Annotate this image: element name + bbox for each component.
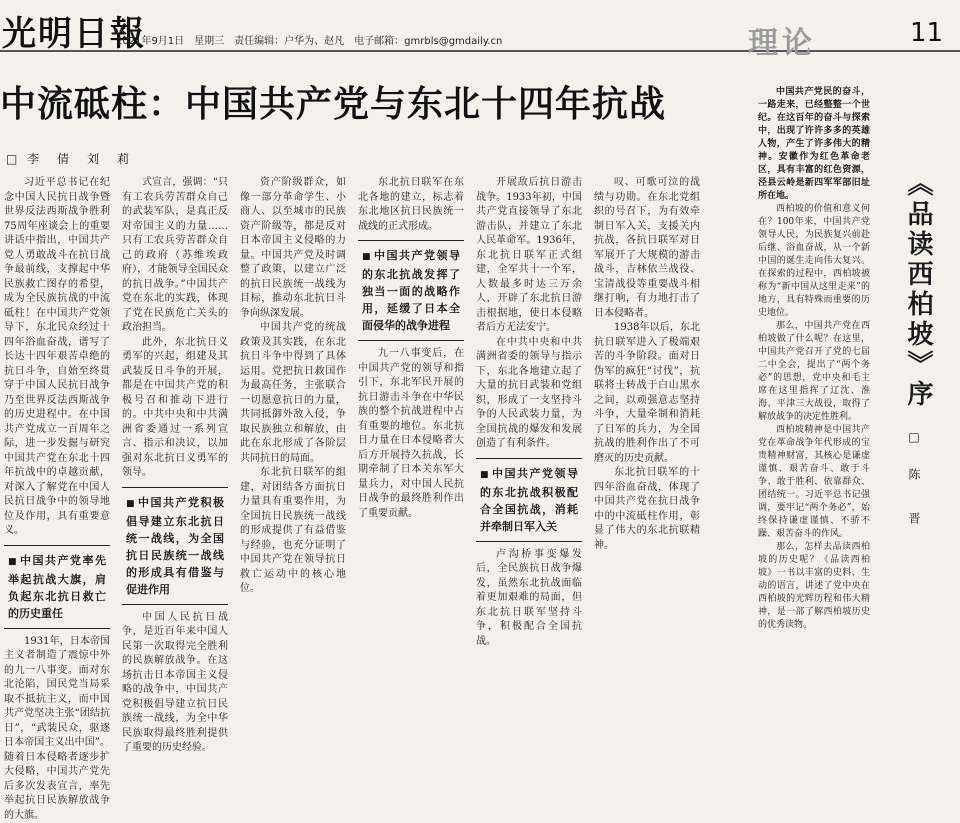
section-subheading (476, 458, 582, 542)
side-article-body (758, 86, 870, 720)
section-subheading-text: 中国共产党领导的东北抗战发挥了独当一面的战略作用，延缓了日本全面侵华的战争进程 (362, 249, 460, 332)
side-article-paragraphs (758, 203, 870, 632)
paragraph: 1938年以后，东北抗日联军进入了极端艰苦的斗争阶段。面对日伪军的疯狂“讨伐”，抗联将士转战于白山黑水之间，以顽强意志坚持斗争，大量牵制和消耗了日军的兵力，为全国抗战的胜利作出了不可磨灭的历史贡献。 (594, 321, 700, 466)
paragraph: 此外，东北抗日义勇军的兴起，组建及其武装反日斗争的开展，都是在中国共产党的积极号召和推动下进行的。中共中央和中共满洲省委通过一系列宣言、指示和决议，以加强对东北抗日义勇军的领导。 (122, 336, 228, 481)
paragraph: 九一八事变后，在中国共产党的领导和指引下，东北军民开展的抗日游击斗争在中华民族的整个抗战进程中占有重要的地位。东北抗日力量在日本侵略者大后方开展持久抗战，长期牵制了日本关东军大量兵力，对中国人民抗日战争的最终胜利作出了重要贡献。 (358, 347, 464, 521)
article-title: 中流砥柱：中国共产党与东北十四年抗战 (0, 76, 666, 127)
section-subheading (4, 545, 110, 629)
square-bullet-icon: ■ (8, 557, 18, 567)
article-column (594, 176, 700, 720)
paragraph: 东北抗日联军在东北各地的建立，标志着东北地区抗日民族统一战线的正式形成。 (358, 176, 464, 234)
paragraph: 资产阶级群众，如像一部分革命学生、小商人、以至城市的民族资产阶级等，都是反对日本帝国主义侵略的力量。中国共产党及时调整了政策，以建立广泛的抗日民族统一战线为目标，推动东北抗日斗争向纵深发展。 (240, 176, 346, 321)
paragraph: 1931年，日本帝国主义者制造了震惊中外的九一八事变。面对东北沦陷，国民党当局采取不抵抗主义，而中国共产党坚决主张“团结抗日”，“武装民众，驱逐日本帝国主义出中国”。随着日本侵略者逐步扩大侵略，中国共产党先后多次发表宣言，率先举起抗日民族解放战争的大旗。 (4, 635, 110, 823)
article-column (122, 176, 228, 720)
article-byline: □ 李 倩 刘 莉 (6, 150, 132, 167)
side-paragraph: 那么，怎样去品读西柏坡的历史呢？《品读西柏坡》一书以丰富的史料、生动的语言，讲述了党中央在西柏坡的光辉历程和伟大精神，是一部了解西柏坡历史的优秀读物。 (758, 541, 870, 632)
paragraph: 中国共产党的统战政策及其实践，在东北抗日斗争中得到了具体运用。党把抗日救国作为最高任务，主张联合一切愿意抗日的力量，共同抵御外敌入侵，争取民族独立和解放，由此在东北形成了各阶层共同抗日的局面。 (240, 321, 346, 466)
side-paragraph: 西柏坡精神是中国共产党在革命战争年代形成的宝贵精神财富，其核心是谦虚谨慎、艰苦奋斗、敢于斗争、敢于胜利、依靠群众、团结统一。习近平总书记强调，要牢记“两个务必”，始终保持谦虚谨慎、不骄不躁、艰苦奋斗的作风。 (758, 424, 870, 541)
masthead (0, 0, 960, 52)
paragraph: 东北抗日联军的十四年浴血奋战，体现了中国共产党在抗日战争中的中流砥柱作用，彰显了伟大的东北抗联精神。 (594, 466, 700, 553)
newspaper-logo: 光明日報 (2, 6, 146, 55)
section-subheading (358, 240, 464, 341)
section-subheading-text: 中国共产党积极倡导建立东北抗日统一战线，为全国抗日民族统一战线的形成具有借鉴与促进作用 (126, 496, 224, 596)
article-column (358, 176, 464, 720)
section-title: 理论 (748, 18, 816, 62)
paragraph: 在中共中央和中共满洲省委的领导与指示下，东北各地建立起了大量的抗日武装和党组织，形成了一支坚持斗争的人民武装力量，为全国抗战的爆发和发展创造了有利条件。 (476, 336, 582, 452)
section-subheading (122, 487, 228, 605)
side-paragraph: 西柏坡的价值和意义何在？100年来，中国共产党领导人民，为民族复兴前赴后继、浴血奋战，从一个新中国的诞生走向伟大复兴。在探索的过程中，西柏坡被称为“新中国从这里走来”的地方，具有特殊而重要的历史地位。 (758, 203, 870, 320)
article-column (476, 176, 582, 720)
paragraph: 叹、可歌可泣的战绩与功勋。在东北党组织的号召下，为有效牵制日军入关，支援关内抗战，各抗日联军对日军展开了大规模的游击战斗，吉林依兰战役、宝清战役等重要战斗相继打响，有力地打击了日本侵略者。 (594, 176, 700, 321)
paragraph: 中国人民抗日战争，是近百年来中国人民第一次取得完全胜利的民族解放战争。在这场抗击日本帝国主义侵略的战争中，中国共产党积极倡导建立抗日民族统一战线，为全中华民族取得最终胜利提供了重要的历史经验。 (122, 611, 228, 756)
side-article-intro: 中国共产党民的奋斗，一路走来，已经整整一个世纪。在这百年的奋斗与探索中，出现了许许多多的英雄人物，产生了许多伟大的精神。安徽作为红色革命老区，具有丰富的红色资源，泾县云岭是新四军军部旧址所在地。 (758, 86, 870, 203)
side-article-author: □ 陈 晋 (906, 430, 923, 534)
square-bullet-icon: ■ (480, 470, 490, 480)
paragraph: 东北抗日联军的组建，对团结各方面抗日力量具有重要作用，为全国抗日民族统一战线的形成提供了有益借鉴与经验，也充分证明了中国共产党在领导抗日救亡运动中的核心地位。 (240, 466, 346, 597)
side-article-title: 《品读西柏坡》序 (900, 170, 937, 410)
article-column (4, 176, 110, 720)
paragraph: 习近平总书记在纪念中国人民抗日战争暨世界反法西斯战争胜利75周年座谈会上的重要讲话中指出，中国共产党人勇敢战斗在抗日战争最前线，支撑起中华民族救亡图存的希望，成为全民族抗战的中流砥柱！在中国共产党领导下，东北民众经过十四年浴血奋战，谱写了长达十四年艰苦卓绝的抗日斗争，自始至终贯穿于中国人民抗日战争乃至世界反法西斯战争的历史进程中。在中国共产党成立一百周年之际，进一步发掘与研究中国共产党在东北十四年抗战中的卓越贡献，对深入了解党在中国人民抗日战争中的领导地位及作用，具有重要意义。 (4, 176, 110, 539)
paragraph: 式宣言，强调：“只有工农兵劳苦群众自己的武装军队，是真正反对帝国主义的力量……只有工农兵劳苦群众自己的政府（苏维埃政府），才能领导全国民众的抗日战争。”中国共产党在东北的实践，体现了党在民族危亡关头的政治担当。 (122, 176, 228, 336)
dateline: 2021年9月1日 星期三 责任编辑：户华为、赵凡 电子邮箱：gmrbls@gmdaily.cn (116, 32, 502, 47)
section-subheading-text: 中国共产党率先举起抗战大旗，肩负起东北抗日救亡的历史重任 (8, 554, 106, 620)
article-column (240, 176, 346, 720)
square-bullet-icon: ■ (362, 252, 372, 262)
paragraph: 开展敌后抗日游击战争。1933年初，中国共产党直接领导了东北游击队，并建立了东北人民革命军。1936年，东北抗日联军正式组建，全军共十一个军，人数最多时达三万余人，开辟了东北抗日游击根据地，使日本侵略者后方无法安宁。 (476, 176, 582, 336)
side-paragraph: 那么，中国共产党在西柏坡做了什么呢？在这里，中国共产党召开了党的七届二中全会，提出了“两个务必”的思想，党中央和毛主席在这里指挥了辽沈、淮海、平津三大战役，取得了解放战争的决定性胜利。 (758, 320, 870, 424)
paragraph: 卢沟桥事变爆发后，全民族抗日战争爆发，虽然东北抗战面临着更加艰难的局面，但东北抗日联军坚持斗争，积极配合全国抗战。 (476, 548, 582, 650)
square-bullet-icon: ■ (126, 499, 136, 509)
page-number: 11 (910, 18, 943, 48)
section-subheading-text: 中国共产党领导的东北抗战积极配合全国抗战，消耗并牵制日军入关 (480, 467, 578, 533)
